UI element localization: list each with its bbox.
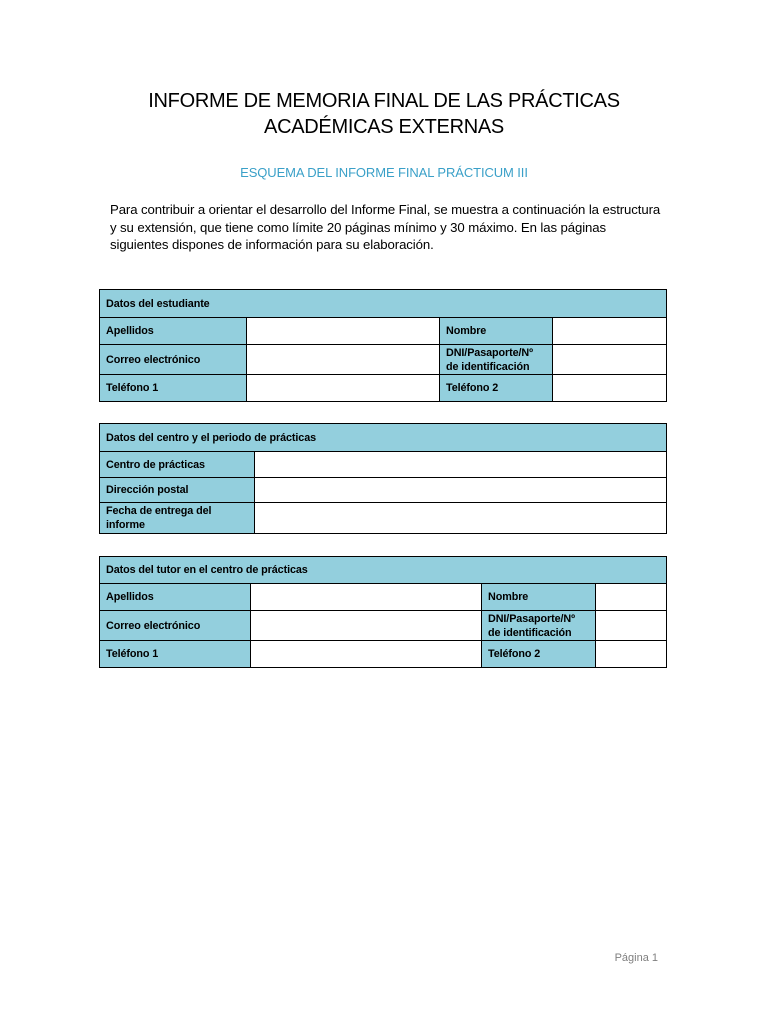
center-name-label: Centro de prácticas: [100, 452, 255, 478]
student-surname-field[interactable]: [247, 318, 440, 345]
title-line-2: ACADÉMICAS EXTERNAS: [264, 116, 504, 138]
student-id-field[interactable]: [553, 345, 667, 375]
tutor-email-label: Correo electrónico: [100, 611, 251, 641]
tutor-phone2-field[interactable]: [596, 641, 667, 668]
tutor-id-field[interactable]: [596, 611, 667, 641]
tutor-name-field[interactable]: [596, 584, 667, 611]
student-table-header: Datos del estudiante: [100, 290, 667, 318]
student-name-label: Nombre: [440, 318, 553, 345]
title-line-1: INFORME DE MEMORIA FINAL DE LAS PRÁCTICAS: [148, 90, 620, 112]
tutor-phone2-label: Teléfono 2: [482, 641, 596, 668]
student-phone2-label: Teléfono 2: [440, 375, 553, 402]
tutor-phone1-label: Teléfono 1: [100, 641, 251, 668]
center-address-field[interactable]: [255, 478, 667, 503]
page-number: Página 1: [614, 952, 658, 964]
student-name-field[interactable]: [553, 318, 667, 345]
document-title: [100, 88, 668, 140]
student-surname-label: Apellidos: [100, 318, 247, 345]
tutor-table-header: Datos del tutor en el centro de prácticas: [100, 557, 667, 584]
tutor-email-field[interactable]: [251, 611, 482, 641]
student-phone1-field[interactable]: [247, 375, 440, 402]
tutor-surname-label: Apellidos: [100, 584, 251, 611]
student-email-label: Correo electrónico: [100, 345, 247, 375]
tutor-phone1-field[interactable]: [251, 641, 482, 668]
tutor-id-label: DNI/Pasaporte/Nº de identificación: [482, 611, 596, 641]
center-data-table: [99, 423, 667, 534]
intro-paragraph: Para contribuir a orientar el desarrollo del Informe Final, se muestra a continuación la estructura y su extensión, que tiene como límite 20 páginas mínimo y 30 máximo. En las páginas siguientes dispones de información para su elaboración.: [110, 202, 661, 252]
student-phone2-field[interactable]: [553, 375, 667, 402]
tutor-name-label: Nombre: [482, 584, 596, 611]
center-address-label: Dirección postal: [100, 478, 255, 503]
student-phone1-label: Teléfono 1: [100, 375, 247, 402]
delivery-date-field[interactable]: [255, 503, 667, 534]
tutor-surname-field[interactable]: [251, 584, 482, 611]
document-subtitle: ESQUEMA DEL INFORME FINAL PRÁCTICUM III: [240, 165, 528, 180]
student-data-table: [99, 289, 667, 402]
delivery-date-label: Fecha de entrega del informe: [100, 503, 255, 534]
center-table-header: Datos del centro y el periodo de prácticas: [100, 424, 667, 452]
student-id-label: DNI/Pasaporte/Nº de identificación: [440, 345, 553, 375]
student-email-field[interactable]: [247, 345, 440, 375]
tutor-data-table: [99, 556, 667, 668]
center-name-field[interactable]: [255, 452, 667, 478]
